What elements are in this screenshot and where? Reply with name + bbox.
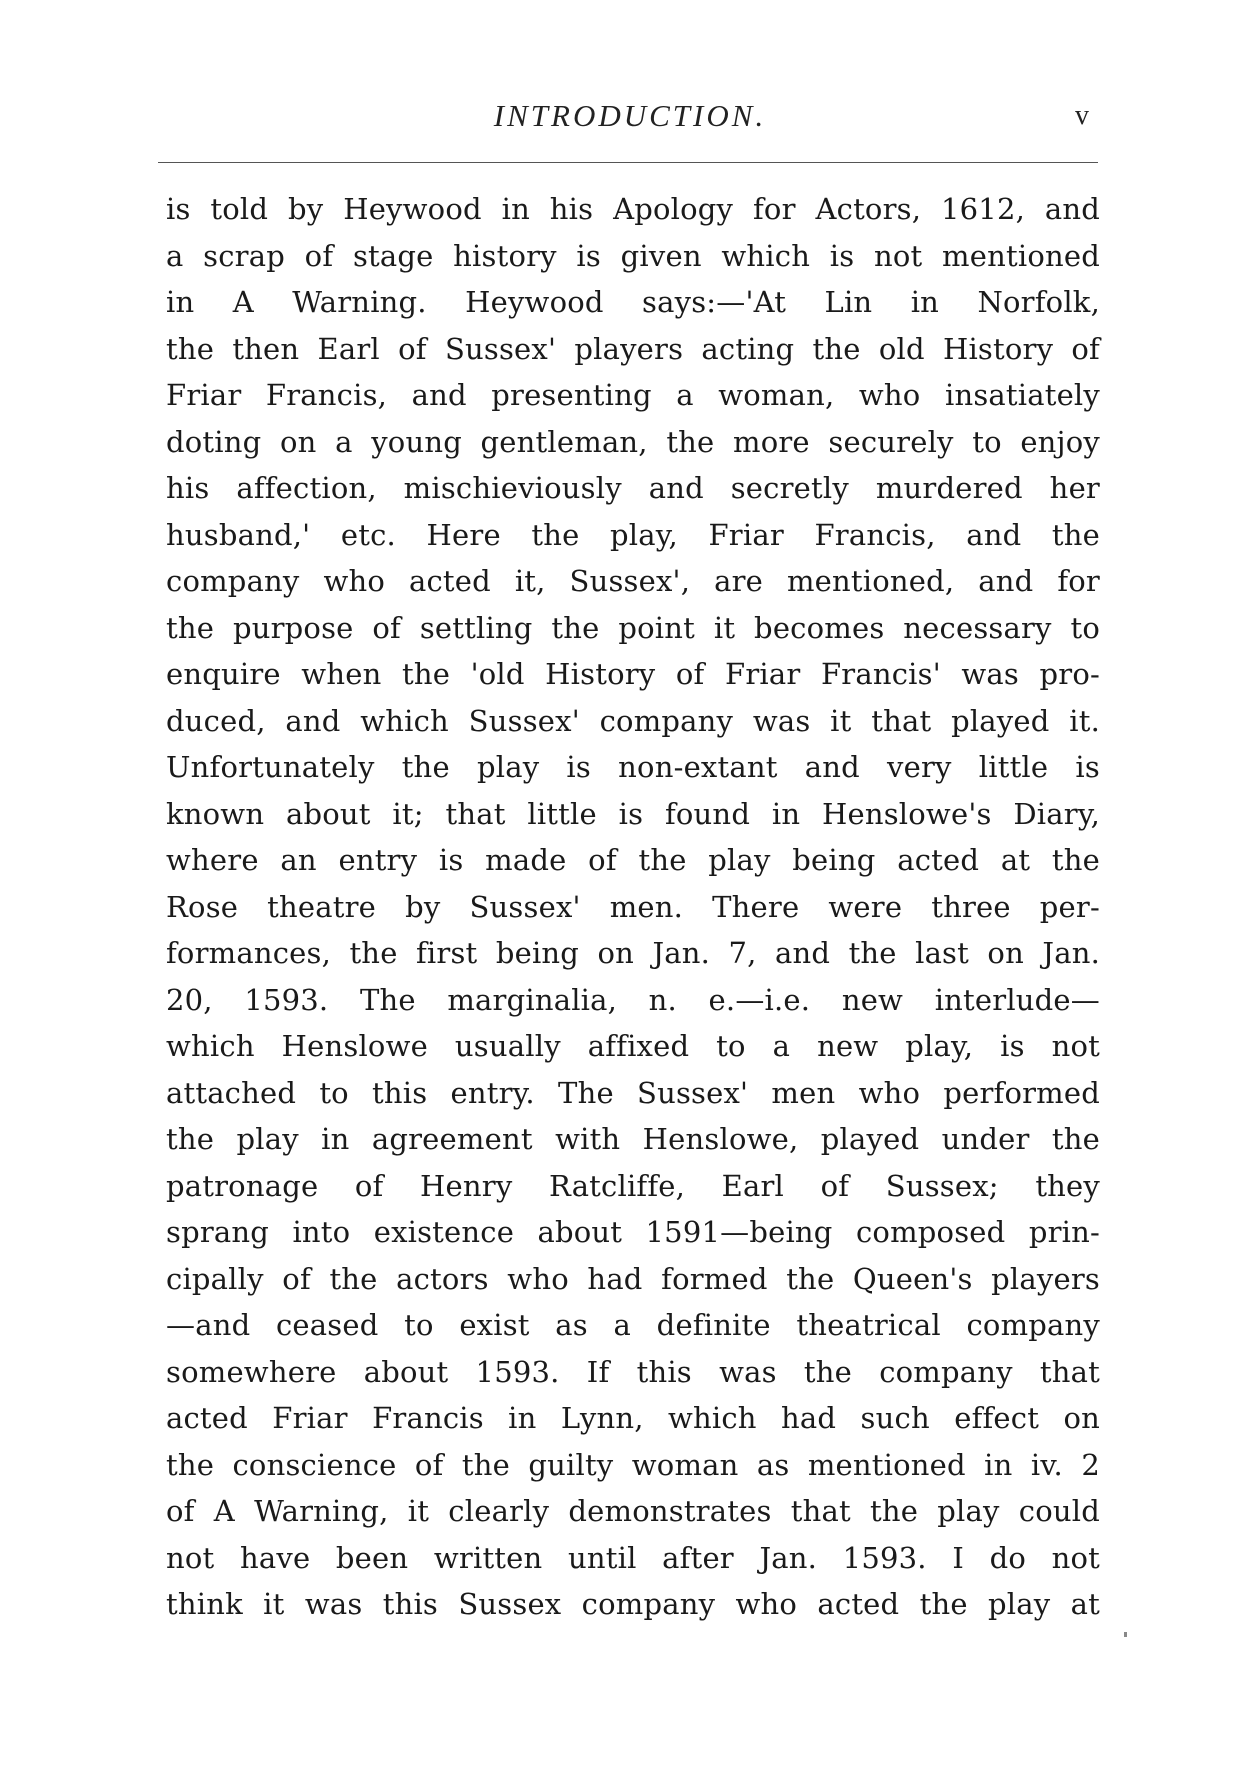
- running-title: INTRODUCTION.: [493, 98, 767, 133]
- text-line: sprang into existence about 1591—being composed prin-: [166, 1215, 1100, 1249]
- text-line: doting on a young gentleman, the more securely to enjoy: [166, 424, 1100, 459]
- text-line: husband,' etc. Here the play, Friar Francis, and the: [166, 517, 1100, 552]
- body-text: [166, 186, 1100, 1628]
- page-number: v: [1075, 100, 1089, 131]
- text-line: patronage of Henry Ratcliffe, Earl of Sussex; they: [166, 1168, 1100, 1203]
- text-line: company who acted it, Sussex', are mentioned, and for: [166, 564, 1100, 598]
- text-line: which Henslowe usually affixed to a new play, is not: [166, 1029, 1100, 1063]
- text-line: known about it; that little is found in Henslowe's Diary,: [166, 796, 1100, 831]
- running-head: [165, 98, 1095, 142]
- text-line: the conscience of the guilty woman as mentioned in iv. 2: [166, 1447, 1100, 1482]
- text-line: attached to this entry. The Sussex' men who performed: [166, 1075, 1100, 1110]
- text-line: not have been written until after Jan. 1593. I do not: [166, 1540, 1100, 1575]
- text-line: the then Earl of Sussex' players acting the old History of: [166, 331, 1100, 366]
- text-line: enquire when the 'old History of Friar Francis' was pro-: [166, 657, 1100, 691]
- text-line: duced, and which Sussex' company was it that played it.: [166, 703, 1100, 738]
- text-line: Friar Francis, and presenting a woman, who insatiately: [166, 378, 1100, 412]
- text-line: —and ceased to exist as a definite theatrical company: [166, 1308, 1100, 1342]
- text-line: is told by Heywood in his Apology for Actors, 1612, and: [166, 192, 1100, 226]
- header-rule: [158, 162, 1098, 163]
- text-line: in A Warning. Heywood says:—'At Lin in Norfolk,: [166, 285, 1100, 319]
- text-line: the purpose of settling the point it becomes necessary to: [166, 610, 1100, 645]
- text-line: 20, 1593. The marginalia, n. e.—i.e. new interlude—: [166, 982, 1100, 1017]
- text-line: his affection, mischieviously and secretly murdered her: [166, 471, 1100, 505]
- text-line: cipally of the actors who had formed the Queen's players: [166, 1261, 1100, 1296]
- text-line: the play in agreement with Henslowe, played under the: [166, 1122, 1100, 1156]
- text-line: Rose theatre by Sussex' men. There were three per-: [166, 889, 1100, 924]
- text-line: acted Friar Francis in Lynn, which had such effect on: [166, 1401, 1100, 1435]
- text-line: a scrap of stage history is given which is not mentioned: [166, 238, 1100, 273]
- text-line: somewhere about 1593. If this was the company that: [166, 1354, 1100, 1389]
- text-line: think it was this Sussex company who acted the play at: [166, 1587, 1100, 1621]
- text-line: of A Warning, it clearly demonstrates that the play could: [166, 1494, 1100, 1528]
- text-line: where an entry is made of the play being acted at the: [166, 843, 1100, 877]
- text-line: Unfortunately the play is non-extant and very little is: [166, 750, 1100, 784]
- text-line: formances, the first being on Jan. 7, and the last on Jan.: [166, 936, 1100, 970]
- scan-speck: [1124, 1632, 1127, 1637]
